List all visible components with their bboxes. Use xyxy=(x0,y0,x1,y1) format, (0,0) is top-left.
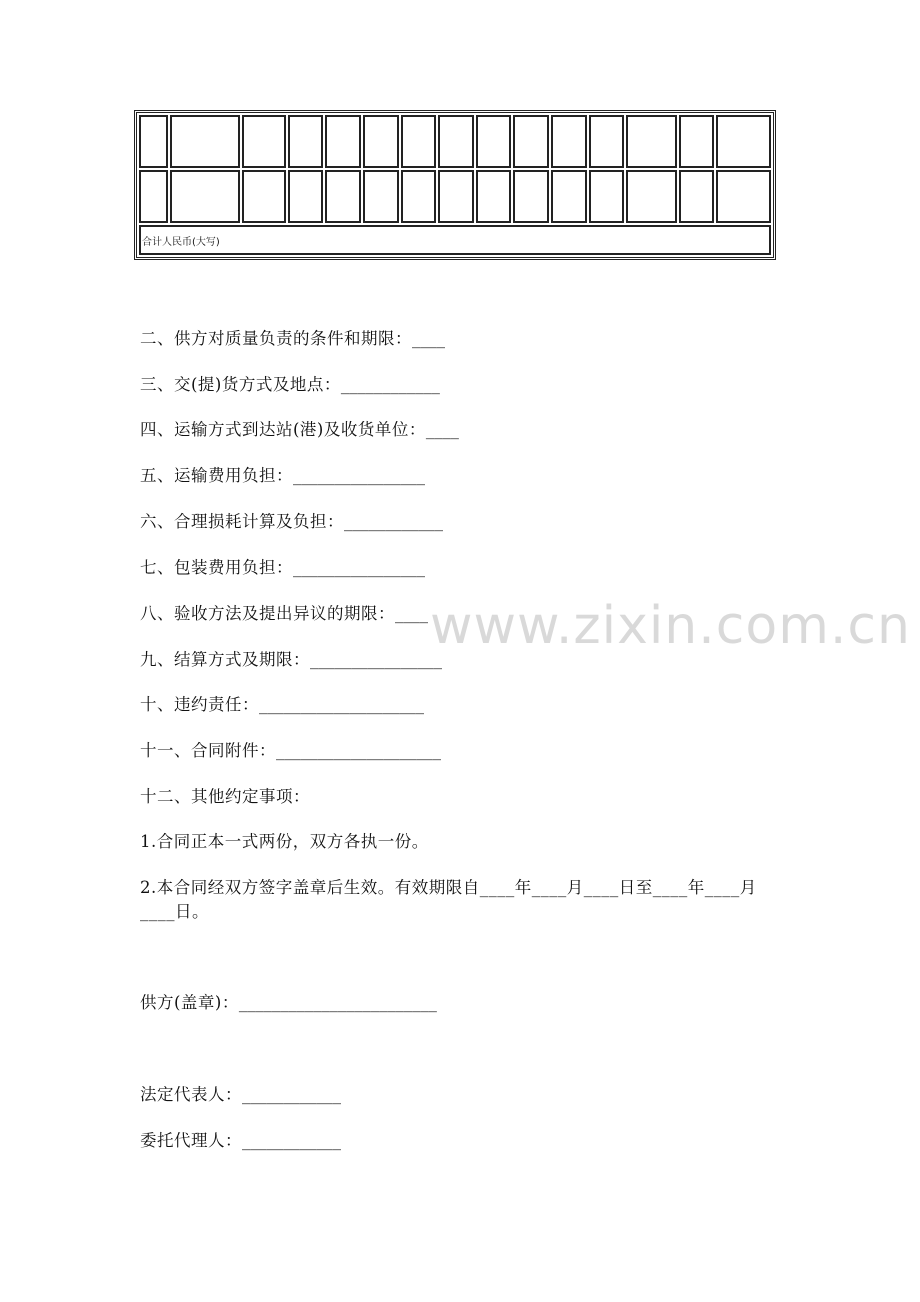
goods-table xyxy=(134,110,776,260)
clause-transport xyxy=(140,418,459,442)
clause-label: 六、合理损耗计算及负担： xyxy=(140,512,344,531)
table-cell xyxy=(716,170,771,223)
table-cell xyxy=(242,170,286,223)
signature-label: 法定代表人： xyxy=(140,1085,242,1104)
table-row xyxy=(139,115,771,168)
total-label: 合计人民币(大写) xyxy=(139,225,771,255)
clause-blank: ________________ xyxy=(293,558,425,577)
signature-blank: ____________ xyxy=(242,1085,341,1104)
table-cell xyxy=(170,170,239,223)
table-cell xyxy=(170,115,239,168)
clause-transport-cost xyxy=(140,464,425,488)
clause-quality xyxy=(140,327,445,351)
table-cell xyxy=(476,115,512,168)
table-cell xyxy=(139,170,168,223)
clause-label: 七、包装费用负担： xyxy=(140,558,293,577)
clause-blank: ____________ xyxy=(340,375,440,394)
signature-blank: ________________________ xyxy=(238,993,437,1012)
table-cell xyxy=(401,170,437,223)
clause-loss xyxy=(140,510,443,534)
clause-label: 十二、其他约定事项： xyxy=(140,787,310,806)
table-cell xyxy=(679,170,715,223)
clause-label: 五、运输费用负担： xyxy=(140,466,293,485)
table-cell xyxy=(589,170,625,223)
table-cell xyxy=(551,115,587,168)
item-validity: 2.本合同经双方签字盖章后生效。有效期限自____年____月____日至____年____月____日。 xyxy=(140,878,757,921)
table-cell xyxy=(513,170,549,223)
table-cell xyxy=(288,115,324,168)
table-cell xyxy=(589,115,625,168)
clause-label: 四、运输方式到达站(港)及收货单位： xyxy=(140,420,426,439)
clause-delivery xyxy=(140,373,440,397)
clause-liability xyxy=(140,693,424,717)
clause-label: 八、验收方法及提出异议的期限： xyxy=(140,604,395,623)
clause-blank: ____ xyxy=(425,420,459,439)
signature-supplier xyxy=(140,991,437,1015)
clause-label: 十一、合同附件： xyxy=(140,741,276,760)
watermark: www.zixin.com.cn xyxy=(430,596,911,656)
table-total-row xyxy=(139,225,771,255)
clause-label: 十、违约责任： xyxy=(140,695,259,714)
clause-attachments xyxy=(140,739,441,763)
table-cell xyxy=(325,170,361,223)
clause-other xyxy=(140,785,310,809)
table-cell xyxy=(476,170,512,223)
clause-blank: ____________________ xyxy=(259,695,424,714)
signature-blank: ____________ xyxy=(242,1131,341,1150)
table-cell xyxy=(626,115,676,168)
clause-inspection xyxy=(140,602,428,626)
signature-label: 委托代理人： xyxy=(140,1131,242,1150)
table-cell xyxy=(626,170,676,223)
signature-legal-rep xyxy=(140,1083,341,1107)
table-cell xyxy=(438,115,474,168)
signature-agent xyxy=(140,1129,341,1153)
table-cell xyxy=(139,115,168,168)
table-cell xyxy=(363,170,399,223)
clause-label: 三、交(提)货方式及地点： xyxy=(140,375,341,394)
table-cell xyxy=(716,115,771,168)
clause-settlement xyxy=(140,648,442,672)
table-cell xyxy=(288,170,324,223)
clause-blank: ____ xyxy=(412,329,445,348)
table-cell xyxy=(679,115,715,168)
clause-blank: ____ xyxy=(395,604,428,623)
table-cell xyxy=(325,115,361,168)
table-row xyxy=(139,170,771,223)
clause-blank: ________________ xyxy=(293,466,425,485)
clause-blank: ____________________ xyxy=(276,741,441,760)
clause-blank: ________________ xyxy=(310,650,442,669)
clause-blank: ____________ xyxy=(344,512,443,531)
clause-label: 二、供方对质量负责的条件和期限： xyxy=(140,329,412,348)
clause-packaging xyxy=(140,556,425,580)
clause-label: 九、结算方式及期限： xyxy=(140,650,310,669)
table-cell xyxy=(363,115,399,168)
item-copies: 1.合同正本一式两份，双方各执一份。 xyxy=(140,832,429,851)
table-cell xyxy=(401,115,437,168)
signature-label: 供方(盖章)： xyxy=(140,993,239,1012)
table-cell xyxy=(513,115,549,168)
table-cell xyxy=(242,115,286,168)
table-cell xyxy=(551,170,587,223)
table-cell xyxy=(438,170,474,223)
